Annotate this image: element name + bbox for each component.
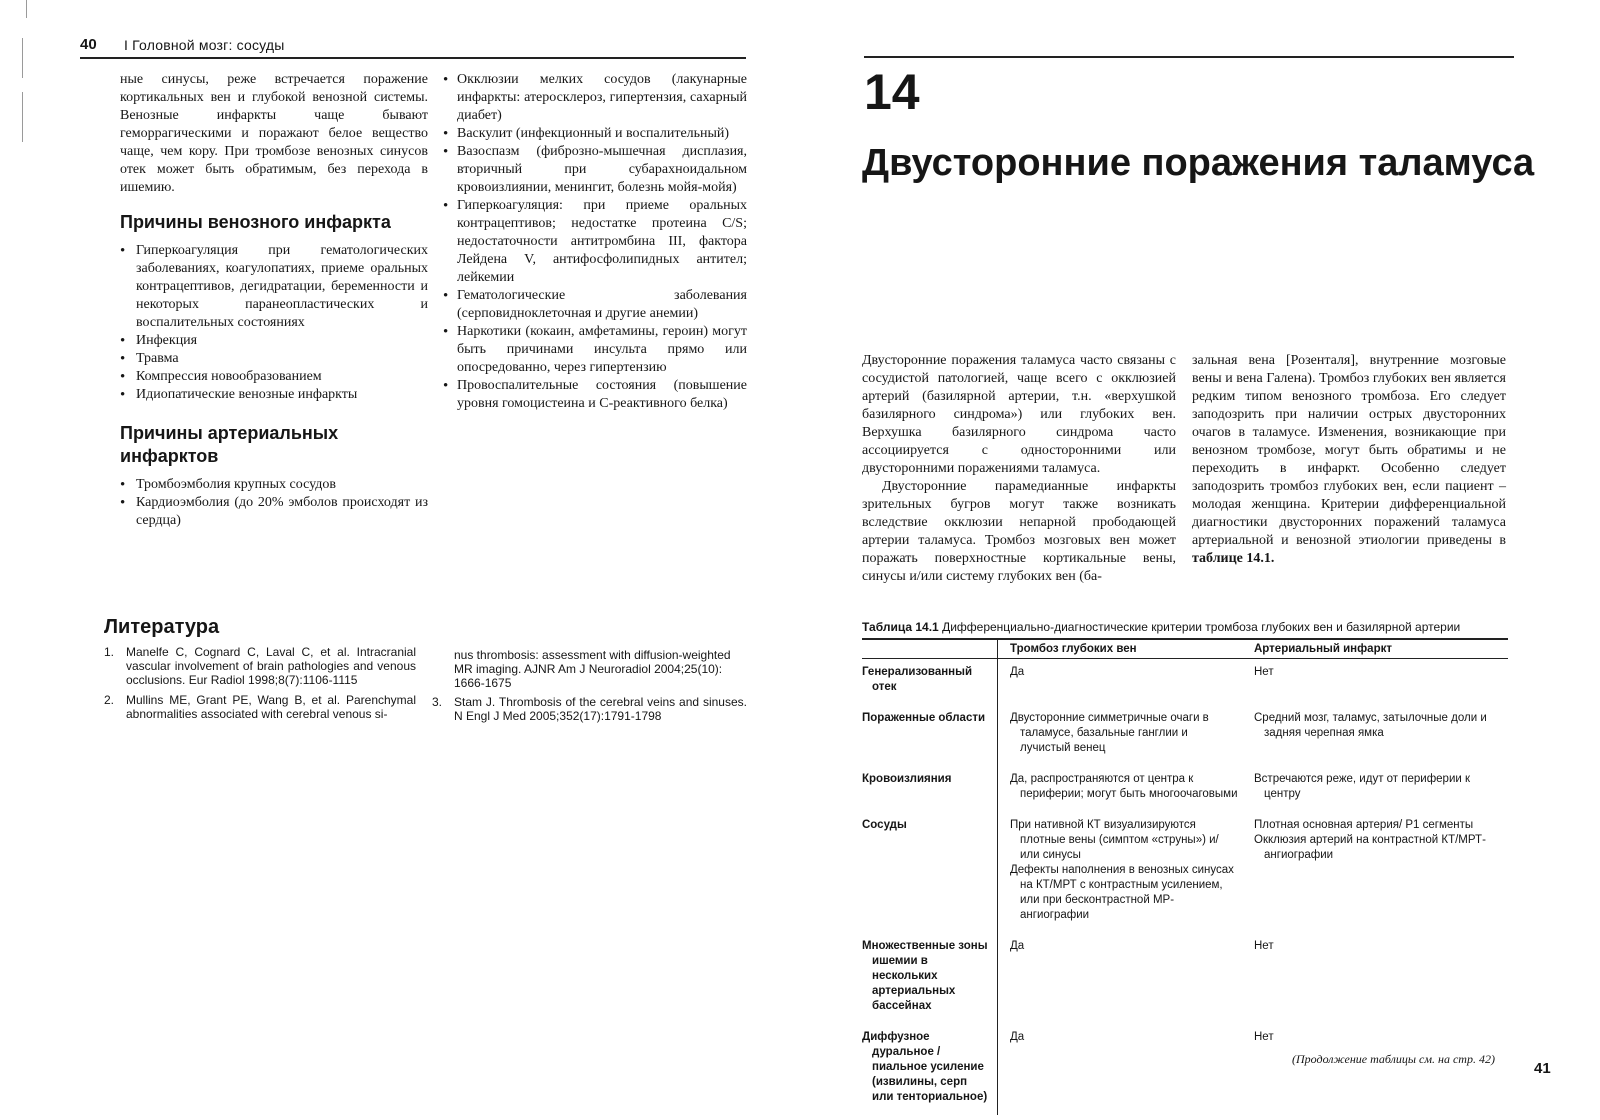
diagnostic-table (862, 638, 1508, 1115)
list-item: • Кардиоэмболия (до 20% эмболов происходят из сердца) (120, 494, 428, 530)
list-item: • Вазоспазм (фиброзно-мышечная дисплазия, вторичный при субарахноидальном кровоизлиянии, менингит, болезнь мойя-мойя) (443, 143, 747, 197)
list-item: • Окклюзии мелких сосудов (лакунарные инфаркты: атеросклероз, гипертензия, сахарный диабет) (443, 71, 747, 125)
table-row (862, 1024, 1508, 1115)
list-item: • Гиперкоагуляция при гематологических заболеваниях, коагулопатиях, приеме оральных контрацептивов, дегидратации, беременности и некоторых паранеопластических и воспалительных состояниях (120, 242, 428, 332)
reference-item (104, 645, 416, 687)
table-cell (1246, 933, 1508, 1024)
reference-text: Mullins ME, Grant PE, Wang B, et al. Parenchymal abnormalities associated with cerebral venous si- (126, 693, 416, 721)
cell-text: Да (1010, 666, 1025, 678)
cell-text: Окклюзия артерий на контрастной КТ/МРТ-ангиографии (1254, 834, 1486, 861)
table-header-cell (862, 640, 998, 658)
venous-causes-heading: Причины венозного инфаркта (120, 212, 391, 232)
table-cell (1246, 812, 1508, 933)
table-cell (998, 766, 1246, 812)
table-row (862, 933, 1508, 1024)
table-cell (998, 1024, 1246, 1115)
table-header-row (862, 640, 1508, 659)
table-row-label: Генерализованный отек (862, 659, 998, 705)
table-row (862, 659, 1508, 705)
references-column-1 (104, 645, 416, 727)
intro-paragraph: ные синусы, реже встречается поражение кортикальных вен и глубокой венозной системы. Венозные инфаркты чаще бывают геморрагическими и поражают белое вещество чаще, чем кору. При тромбозе венозных синусов отек может быть обратимым, без перехода в ишемию. (120, 72, 428, 195)
reference-item (432, 695, 747, 723)
cell-text: Да (1010, 1031, 1025, 1043)
arterial-causes-list (120, 476, 428, 530)
table-caption-label: Таблица 14.1 (862, 620, 939, 634)
left-page-number: 40 (80, 36, 97, 53)
chapter-title: Двусторонние поражения таламуса (862, 142, 1535, 184)
table-cell (998, 812, 1246, 933)
table-caption (862, 620, 1522, 634)
left-column-1 (120, 71, 428, 530)
cell-text: Да (1010, 940, 1025, 952)
chapter-number: 14 (864, 64, 920, 120)
list-item: • Провоспалительные состояния (повышение уровня гомоцистеина и С-реактивного белка) (443, 377, 747, 413)
cell-text: Нет (1254, 666, 1274, 678)
right-page-number: 41 (1534, 1060, 1551, 1077)
table-reference: таблице 14.1. (1192, 551, 1275, 566)
reference-text: Manelfe C, Cognard C, Laval C, et al. Intracranial vascular involvement of brain pathologies and venous occlusions. Eur Radiol 1998;8(7):1106-1115 (126, 645, 416, 687)
list-item: • Васкулит (инфекционный и воспалительный) (443, 125, 747, 143)
header-rule (80, 57, 746, 59)
reference-number: 2. (104, 693, 115, 707)
table-cell (1246, 1024, 1508, 1115)
cell-text: Плотная основная артерия/ P1 сегменты (1254, 819, 1474, 831)
scan-artifact-line (26, 0, 27, 18)
list-item: • Компрессия новообразованием (120, 368, 428, 386)
chapter-rule (864, 56, 1514, 58)
cell-text: Да, распространяются от центра к периферии; могут быть многоочаговыми (1010, 773, 1238, 800)
cell-text: Двусторонние симметричные очаги в таламусе, базальные ганглии и лучистый венец (1010, 712, 1209, 754)
cell-text: Средний мозг, таламус, затылочные доли и задняя черепная ямка (1254, 712, 1487, 739)
table-row-label: Множественные зоны ишемии в нескольких артериальных бассейнах (862, 933, 998, 1024)
table-cell (998, 705, 1246, 766)
table-cell (998, 933, 1246, 1024)
cell-text: Встречаются реже, идут от периферии к центру (1254, 773, 1471, 800)
table-row (862, 812, 1508, 933)
table-header-cell: Артериальный инфаркт (1254, 643, 1392, 655)
body-paragraph: Двусторонние парамедианные инфаркты зрительных бугров могут также возникать вследствие окклюзии непарной прободающей артерии таламуса. Тромбоз мозговых вен может поражать поверхностные кортикальные вены, синусы и/или систему глубоких вен (ба- (862, 479, 1176, 584)
arterial-causes-list-continued (443, 71, 747, 413)
table-row (862, 766, 1508, 812)
reference-number: 1. (104, 645, 115, 659)
body-paragraph (1192, 352, 1506, 568)
table-continuation-note: (Продолжение таблицы см. на стр. 42) (1292, 1052, 1495, 1066)
table-row-label: Диффузное дуральное / пиальное усиление (извилины, серп или тенториальное) (862, 1024, 998, 1115)
cell-text: Нет (1254, 940, 1274, 952)
table-row-label: Пораженные области (862, 705, 998, 766)
venous-causes-list (120, 242, 428, 404)
body-text: зальная вена [Розенталя], внутренние мозговые вены и вена Галена). Тромбоз глубоких вен является редким типом венозного тромбоза. Его следует заподозрить при наличии острых двусторонних очагов в таламусе. Изменения, возникающие при венозном тромбозе, могут быть обратимы и не переходить в инфаркт. Особенно следует заподозрить тромбоз глубоких вен, если пациент – молодая женщина. Критерии дифференциальной диагностики двусторонних поражений таламуса артериальной и венозной этиологии приведены в (1192, 353, 1506, 548)
reference-number: 3. (432, 695, 443, 709)
table-row-label: Кровоизлияния (862, 766, 998, 812)
right-column-2 (1192, 352, 1506, 568)
arterial-causes-heading: Причины артериальных инфарктов (120, 423, 339, 466)
table-cell (1246, 766, 1508, 812)
cell-text: При нативной КТ визуализируются плотные вены (симптом «струны») и/или синусы (1010, 819, 1219, 861)
references-column-2 (432, 648, 747, 729)
table-cell (1246, 659, 1508, 705)
body-paragraph: Двусторонние поражения таламуса часто связаны с сосудистой патологией, чаще всего с окклюзией артерий (базилярной артерии, т.н. «верхушкой базилярного синдрома») или глубоких вен. Верхушка базилярного синдрома часто ассоциируется с односторонними или двусторонними поражениями таламуса. (862, 353, 1176, 476)
list-item: • Травма (120, 350, 428, 368)
table-header-cell: Тромбоз глубоких вен (1010, 643, 1137, 655)
table-row (862, 705, 1508, 766)
cell-text: Дефекты наполнения в венозных синусах на КТ/МРТ с контрастным усилением, или при бесконтрастной МР-ангиографии (1010, 864, 1234, 921)
reference-item (104, 693, 416, 721)
running-head: I Головной мозг: сосуды (124, 37, 285, 53)
table-cell (1246, 705, 1508, 766)
scan-artifact-line (22, 92, 23, 142)
left-column-2 (443, 71, 747, 413)
list-item: • Идиопатические венозные инфаркты (120, 386, 428, 404)
list-item: • Гематологические заболевания (серповидноклеточная и другие анемии) (443, 287, 747, 323)
list-item: • Инфекция (120, 332, 428, 350)
reference-text: Stam J. Thrombosis of the cerebral veins and sinuses. N Engl J Med 2005;352(17):1791-1798 (454, 695, 747, 723)
cell-text: Нет (1254, 1031, 1274, 1043)
table-caption-text: Дифференциально-диагностические критерии тромбоза глубоких вен и базилярной артерии (942, 620, 1461, 634)
literature-heading: Литература (104, 616, 220, 638)
scan-artifact-line (22, 38, 23, 78)
reference-continuation: nus thrombosis: assessment with diffusion-weighted MR imaging. AJNR Am J Neuroradiol 2004;25(10): 1666-1675 (454, 648, 731, 690)
table-row-label: Сосуды (862, 812, 998, 933)
right-column-1 (862, 352, 1176, 586)
list-item: • Наркотики (кокаин, амфетамины, героин) могут быть причинами инсульта прямо или опосредованно, через гипертензию (443, 323, 747, 377)
list-item: • Тромбоэмболия крупных сосудов (120, 476, 428, 494)
list-item: • Гиперкоагуляция: при приеме оральных контрацептивов; недостатке протеина C/S; недостаточности антитромбина III, фактора Лейдена V, антифосфолипидных антител; лейкемии (443, 197, 747, 287)
table-cell (998, 659, 1246, 705)
